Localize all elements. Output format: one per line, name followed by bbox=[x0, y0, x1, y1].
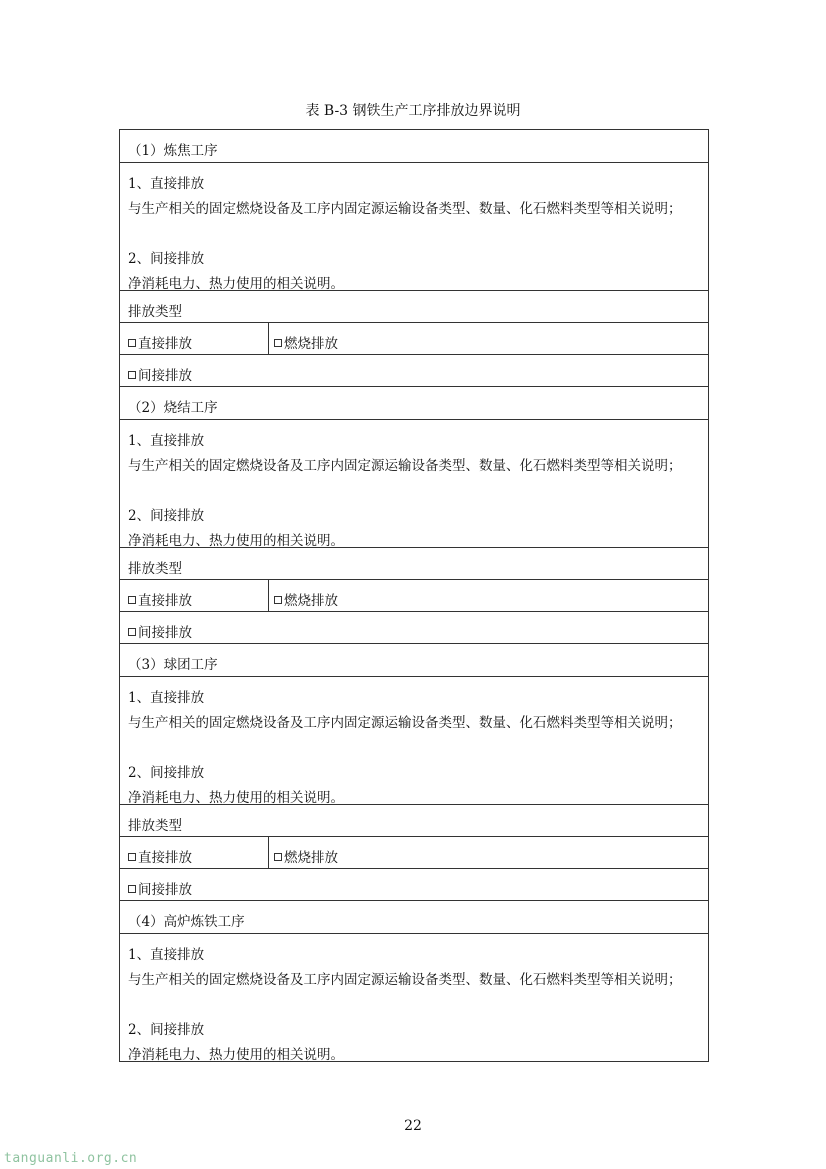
column-divider bbox=[268, 323, 269, 354]
indirect-option-row bbox=[120, 612, 708, 644]
checkbox-icon[interactable] bbox=[274, 853, 282, 861]
option-label: 燃烧排放 bbox=[284, 336, 338, 352]
table-title: 表 B-3 钢铁生产工序排放边界说明 bbox=[305, 103, 521, 119]
direct-emission-label: 1、直接排放 bbox=[128, 176, 205, 192]
checkbox-icon[interactable] bbox=[128, 853, 136, 861]
indirect-emission-label: 2、间接排放 bbox=[128, 251, 205, 267]
column-divider bbox=[268, 837, 269, 868]
section-heading: （4）高炉炼铁工序 bbox=[128, 914, 245, 930]
section-heading-row bbox=[120, 901, 708, 934]
direct-emission-description: 与生产相关的固定燃烧设备及工序内固定源运输设备类型、数量、化石燃料类型等相关说明； bbox=[128, 715, 682, 731]
indirect-emission-description: 净消耗电力、热力使用的相关说明。 bbox=[128, 533, 344, 549]
option-label: 燃烧排放 bbox=[284, 593, 338, 609]
option-direct-emission[interactable] bbox=[128, 332, 192, 352]
option-combustion-emission[interactable] bbox=[274, 589, 338, 609]
column-divider bbox=[268, 580, 269, 611]
direct-emission-description: 与生产相关的固定燃烧设备及工序内固定源运输设备类型、数量、化石燃料类型等相关说明； bbox=[128, 201, 682, 217]
section-description-row bbox=[120, 163, 708, 291]
indirect-emission-description: 净消耗电力、热力使用的相关说明。 bbox=[128, 276, 344, 292]
page-number: 22 bbox=[404, 1118, 422, 1134]
watermark: tanguanli.org.cn bbox=[4, 1151, 138, 1166]
indirect-emission-label: 2、间接排放 bbox=[128, 765, 205, 781]
indirect-option-row bbox=[120, 355, 708, 387]
indirect-option-row bbox=[120, 869, 708, 901]
indirect-emission-label: 2、间接排放 bbox=[128, 508, 205, 524]
option-label: 间接排放 bbox=[138, 882, 192, 898]
indirect-emission-description: 净消耗电力、热力使用的相关说明。 bbox=[128, 1047, 344, 1063]
emission-type-label: 排放类型 bbox=[128, 304, 182, 320]
section-description-row bbox=[120, 677, 708, 805]
checkbox-icon[interactable] bbox=[128, 885, 136, 893]
option-label: 间接排放 bbox=[138, 368, 192, 384]
checkbox-icon[interactable] bbox=[274, 596, 282, 604]
emission-type-row bbox=[120, 548, 708, 580]
direct-emission-description: 与生产相关的固定燃烧设备及工序内固定源运输设备类型、数量、化石燃料类型等相关说明； bbox=[128, 972, 682, 988]
emission-options-row bbox=[120, 837, 708, 869]
checkbox-icon[interactable] bbox=[274, 339, 282, 347]
emission-options-row bbox=[120, 580, 708, 612]
option-indirect-emission[interactable] bbox=[128, 878, 192, 898]
option-indirect-emission[interactable] bbox=[128, 364, 192, 384]
option-label: 直接排放 bbox=[138, 593, 192, 609]
direct-emission-label: 1、直接排放 bbox=[128, 433, 205, 449]
option-label: 直接排放 bbox=[138, 850, 192, 866]
checkbox-icon[interactable] bbox=[128, 596, 136, 604]
option-label: 直接排放 bbox=[138, 336, 192, 352]
section-heading-row bbox=[120, 387, 708, 420]
emission-type-row bbox=[120, 805, 708, 837]
option-label: 燃烧排放 bbox=[284, 850, 338, 866]
option-indirect-emission[interactable] bbox=[128, 621, 192, 641]
section-description-row bbox=[120, 934, 708, 1061]
direct-emission-label: 1、直接排放 bbox=[128, 947, 205, 963]
checkbox-icon[interactable] bbox=[128, 339, 136, 347]
option-direct-emission[interactable] bbox=[128, 846, 192, 866]
option-label: 间接排放 bbox=[138, 625, 192, 641]
emission-boundary-table bbox=[119, 129, 709, 1062]
section-description-row bbox=[120, 420, 708, 548]
emission-type-label: 排放类型 bbox=[128, 561, 182, 577]
emission-type-label: 排放类型 bbox=[128, 818, 182, 834]
section-heading-row bbox=[120, 644, 708, 677]
option-combustion-emission[interactable] bbox=[274, 846, 338, 866]
checkbox-icon[interactable] bbox=[128, 371, 136, 379]
direct-emission-description: 与生产相关的固定燃烧设备及工序内固定源运输设备类型、数量、化石燃料类型等相关说明； bbox=[128, 458, 682, 474]
emission-type-row bbox=[120, 291, 708, 323]
emission-options-row bbox=[120, 323, 708, 355]
option-direct-emission[interactable] bbox=[128, 589, 192, 609]
section-heading: （3）球团工序 bbox=[128, 657, 218, 673]
indirect-emission-description: 净消耗电力、热力使用的相关说明。 bbox=[128, 790, 344, 806]
section-heading: （2）烧结工序 bbox=[128, 400, 218, 416]
section-heading-row bbox=[120, 130, 708, 163]
section-heading: （1）炼焦工序 bbox=[128, 143, 218, 159]
direct-emission-label: 1、直接排放 bbox=[128, 690, 205, 706]
indirect-emission-label: 2、间接排放 bbox=[128, 1022, 205, 1038]
checkbox-icon[interactable] bbox=[128, 628, 136, 636]
option-combustion-emission[interactable] bbox=[274, 332, 338, 352]
